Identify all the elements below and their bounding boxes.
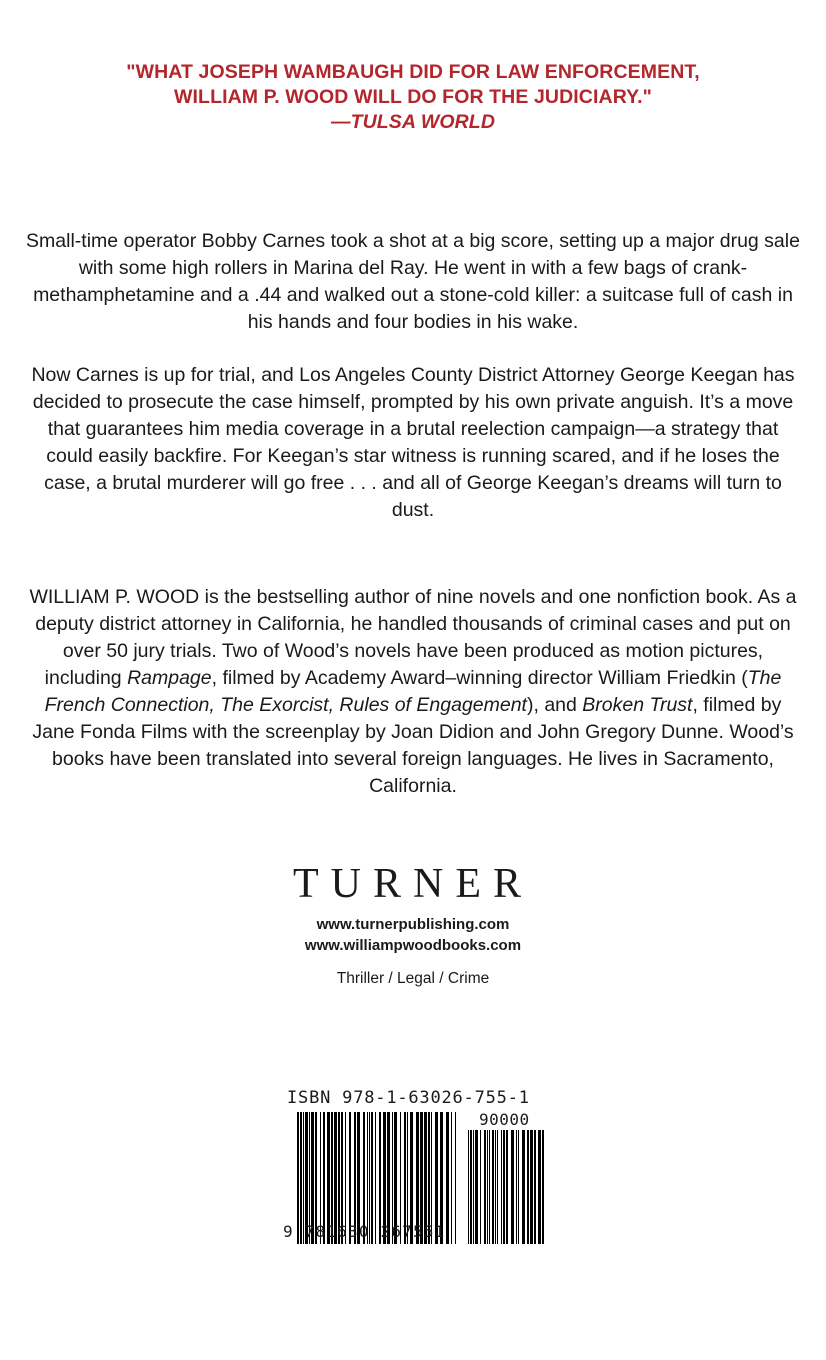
barcode-stripe bbox=[489, 1130, 490, 1244]
quote-line-1: "WHAT JOSEPH WAMBAUGH DID FOR LAW ENFORCEMENT, bbox=[126, 61, 700, 83]
barcode-stripe bbox=[497, 1130, 498, 1244]
barcode-stripe bbox=[495, 1130, 496, 1244]
bio-text-1: WILLIAM P. WOOD is the bestselling author of nine novels and one nonfiction book. As a deputy district attorney in California, he handled thousands of criminal cases and put on over 50 jury trials. Two of Wood’s novels have been produced as motion pictures, including bbox=[29, 586, 797, 689]
barcode-stripe bbox=[542, 1130, 544, 1244]
barcode-stripe bbox=[527, 1130, 529, 1244]
barcode-stripe bbox=[506, 1130, 508, 1244]
quote-line-2: WILLIAM P. WOOD WILL DO FOR THE JUDICIARY." bbox=[174, 86, 652, 108]
barcode-stripe bbox=[522, 1130, 525, 1244]
barcode-stripe bbox=[538, 1130, 541, 1244]
bio-title-broken-trust: Broken Trust bbox=[582, 694, 693, 716]
genre-label: Thriller / Legal / Crime bbox=[336, 970, 490, 987]
barcode-stripe bbox=[473, 1130, 474, 1244]
review-quote bbox=[0, 60, 826, 135]
barcode-stripe bbox=[484, 1130, 486, 1244]
barcode-stripe bbox=[480, 1130, 481, 1244]
barcode-stripe bbox=[511, 1130, 514, 1244]
author-bio bbox=[26, 584, 800, 800]
isbn-barcode bbox=[283, 1088, 548, 1248]
barcode-stripe bbox=[530, 1130, 533, 1244]
publisher-logo: TURNER bbox=[293, 861, 533, 907]
addon-price-code: 90000 bbox=[479, 1110, 530, 1129]
publisher-url: www.turnerpublishing.com bbox=[316, 916, 510, 933]
bio-text-3: ), and bbox=[526, 694, 583, 716]
barcode-stripe bbox=[468, 1130, 469, 1244]
bio-text-2: , filmed by Academy Award–winning director William Friedkin ( bbox=[211, 667, 748, 689]
barcode-stripe bbox=[475, 1130, 478, 1244]
ean-digits: 9 781630 267551 bbox=[283, 1222, 446, 1241]
barcode-stripe bbox=[501, 1130, 502, 1244]
author-bio-paragraph bbox=[26, 584, 800, 800]
blurb-paragraph-2: Now Carnes is up for trial, and Los Angeles County District Attorney George Keegan has decided to prosecute the case himself, prompted by his own private anguish. It’s a move that guarantees him media coverage in a brutal reelection campaign—a strategy that could easily backfire. For Keegan’s star witness is running scared, and if he loses the case, a brutal murderer will go free . . . and all of George Keegan’s dreams will turn to dust. bbox=[31, 364, 795, 521]
bio-title-friedkin-films: The French Connection, The Exorcist, Rules of Engagement bbox=[44, 667, 782, 716]
quote-attribution: —TULSA WORLD bbox=[330, 111, 496, 133]
barcode-stripe bbox=[492, 1130, 494, 1244]
barcode-stripe bbox=[534, 1130, 536, 1244]
book-blurb bbox=[26, 228, 800, 550]
barcode-stripe bbox=[518, 1130, 519, 1244]
blurb-paragraph-1: Small-time operator Bobby Carnes took a shot at a big score, setting up a major drug sale with some high rollers in Marina del Ray. He went in with a few bags of crank-methamphetamine and a .44 and walked out a stone-cold killer: a suitcase full of cash in his hands and four bodies in his wake. bbox=[26, 230, 800, 333]
barcode-stripe bbox=[503, 1130, 505, 1244]
barcode-stripe bbox=[487, 1130, 488, 1244]
barcode-stripe bbox=[470, 1130, 472, 1244]
barcode-stripe bbox=[516, 1130, 517, 1244]
bio-text-4: , filmed by Jane Fonda Films with the screenplay by Joan Didion and John Gregory Dunne. Wood’s books have been translated into several foreign languages. He lives in Sacramento, California. bbox=[32, 694, 794, 797]
author-url: www.williampwoodbooks.com bbox=[304, 937, 522, 954]
isbn-label: ISBN 978-1-63026-755-1 bbox=[287, 1088, 530, 1108]
publisher-urls bbox=[0, 914, 826, 956]
bio-title-rampage: Rampage bbox=[127, 667, 212, 689]
